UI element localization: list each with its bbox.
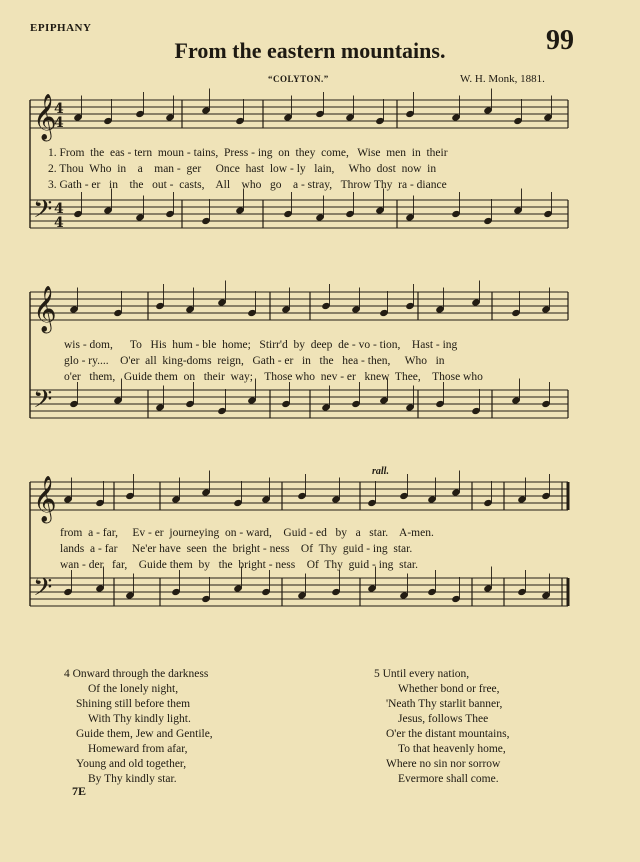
stanza-line: Homeward from afar, [88, 743, 188, 755]
stanza-5 [374, 667, 509, 787]
stanza-line: Jesus, follows Thee [398, 713, 489, 725]
tune-name: “COLYTON.” [268, 74, 329, 84]
stanza-line: Young and old together, [76, 758, 187, 770]
stanza-line: Guide them, Jew and Gentile, [76, 728, 213, 740]
stanza-line: 5 Until every nation, [374, 668, 470, 680]
page-code: 7E [72, 784, 87, 798]
stanza-line: Evermore shall come. [398, 773, 499, 785]
section-label: EPIPHANY [30, 22, 92, 34]
time-signature: 4 [54, 201, 64, 217]
time-signature: 4 [54, 215, 64, 231]
hymn-title: From the eastern mountains. [174, 38, 446, 63]
stanza-line: Shining still before them [76, 698, 191, 710]
lyric-line: 3. Gath - er in the out - casts, All who go a - stray, Throw Thy ra - diance [48, 179, 447, 191]
lyric-line: glo - ry.... O'er all king-doms reign, Gath - er in the hea - then, Who in [64, 355, 445, 367]
treble-clef-icon: 𝄞 [33, 94, 57, 140]
lyric-line: o'er them, Guide them on their way; Those who nev - er knew Thee, Those who [64, 371, 483, 383]
tempo-marking: rall. [372, 466, 389, 477]
treble-clef-icon: 𝄞 [33, 476, 57, 522]
lyric-line: from a - far, Ev - er journeying on - ward, Guid - ed by a star. A-men. [60, 527, 434, 539]
time-signature: 4 [54, 115, 64, 131]
stanza-4 [64, 667, 213, 787]
hymn-number: 99 [546, 25, 574, 56]
stanza-line: By Thy kindly star. [88, 773, 177, 785]
lyric-line: lands a - far Ne'er have seen the bright - ness Of Thy guid - ing star. [60, 543, 413, 555]
treble-clef-icon: 𝄞 [33, 286, 57, 332]
stanza-line: To that heavenly home, [398, 743, 506, 755]
stanza-line: Of the lonely night, [88, 683, 179, 695]
bass-clef-icon: 𝄢 [33, 573, 53, 608]
stanza-line: O'er the distant mountains, [386, 728, 510, 740]
stanza-line: Where no sin nor sorrow [386, 758, 501, 770]
bass-clef-icon: 𝄢 [33, 195, 53, 230]
lyric-line: 2. Thou Who in a man - ger Once hast low - ly lain, Who dost now in [48, 163, 437, 175]
lyric-line: wis - dom, To His hum - ble home; Stirr'd by deep de - vo - tion, Hast - ing [64, 339, 458, 351]
stanza-line: Whether bond or free, [398, 683, 500, 695]
stanza-line: With Thy kindly light. [88, 713, 191, 725]
time-signature: 4 [54, 101, 64, 117]
bass-clef-icon: 𝄢 [33, 385, 53, 420]
lyric-line: 1. From the eas - tern moun - tains, Press - ing on they come, Wise men in their [48, 147, 448, 159]
stanza-line: 4 Onward through the darkness [64, 668, 209, 680]
stanza-line: 'Neath Thy starlit banner, [386, 698, 503, 710]
lyric-line: wan - der far, Guide them by the bright - ness Of Thy guid - ing star. [60, 559, 418, 571]
composer: W. H. Monk, 1881. [460, 73, 545, 85]
